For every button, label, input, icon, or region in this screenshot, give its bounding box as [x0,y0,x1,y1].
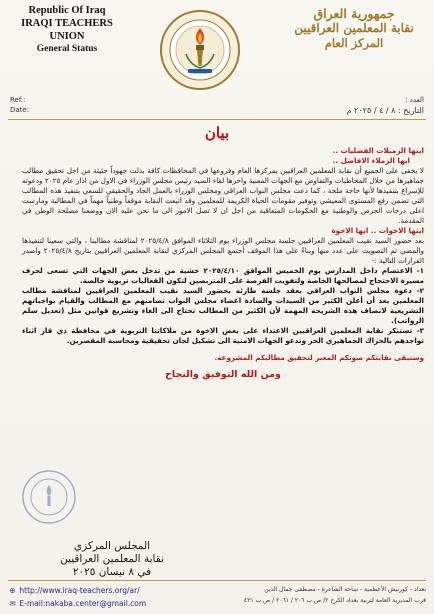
union-stamp-icon [20,468,78,526]
signature-block [52,540,172,579]
footer-website[interactable]: http://www.iraq-teachers.org/ar/ [19,586,140,595]
arabic-country: جمهورية العراق [313,6,395,21]
statement-body [22,146,424,390]
union-emblem-icon [158,8,242,92]
footer-contacts [8,584,146,610]
greeting-female: ايتها الزميلات الفضليات .. [332,146,424,155]
letterhead-status: General Status [36,44,98,54]
arabic-letterhead [280,6,428,51]
signature-date: في ٨ نيسان ٢٠٢٥ [72,566,152,578]
letterhead-country: Republic Of Iraq [28,5,106,16]
email-icon: ✉ [9,599,16,608]
arabic-center: المركز العام [324,36,384,50]
letter-footer [0,580,434,614]
globe-icon: ⊕ [9,586,16,595]
paragraph-decisions: بعد حضور السيد نقيب المعلمين العراقيين جلسة مجلس الوزراء يوم الثلاثاء الموافق ٢٠٢٥/٤/٨ لمناقشة مطالبنا ، والتي سعينا لتنفيذها والمضي ثم التصويت على عدد منها وبناءً على هذا الموقف أجتمع المجلس المركزي لنقابة المعلمين العراقيين بتاريخ ٢٠٢٥/٤/٨ واصدر القرارات التالية :- [22,236,425,265]
decision-item-2: ٢- دعوة مجلس النواب العراقي بعقد جلسة طارئة بحضور السيد نقيب المعلمين العراقيين لمناقشة مطالب المعلمين بعد أن أعلن الكثير من السيدات والسادة اعضاء مجلس النواب تضامنهم مع المطالب والقيام بواجباتهم التشريعية لانصاف هذه الشريحة المهمة لأن الكثير من المطالب تحتاج الى الغاء وتشريع قوانين مثل (تعديل سلم الرواتب). [22,286,424,325]
letterhead-union: IRAQI TEACHERS UNION [21,18,113,42]
decision-item-3: ٣- تستنكر نقابة المعلمين العراقيين الاعتداء على بعض الاخوة من ملاكاتنا التربوية في محافظة ذي قار اثناء تواجدهم بالحراك الجماهيري الحر وتدعو الجهات الامنية الى تشكيل لجان تحقيقية ومحاسبة المقصرين. [22,326,424,345]
greeting-siblings: ايتها الاخوات .. ايها الاخوة [331,226,424,235]
header-divider [0,118,434,122]
signature-union: نقابة المعلمين العراقيين [60,553,164,565]
footer-email[interactable]: E-mail:nakaba.center@gmail.com [19,599,147,608]
footer-email-row[interactable] [8,597,146,610]
footer-po-box: قرب المديرية العامة لتربية بغداد الكرخ ٢/ ص.ب ٢٠٦ / ٢٠٦١ / ص.ب ٤٢١ [243,597,426,604]
date-label: Date: [10,106,30,114]
ref-label: Ref.: [10,96,26,104]
arabic-date: التاريخ : ٨ / ٤ / ٢٠٢٥ م [346,106,424,115]
footer-address-block [206,584,426,606]
number-label: العدد : [405,96,424,104]
english-letterhead [4,4,130,56]
greeting-male: ايها الزملاء الافاضل .. [332,156,410,165]
arabic-union: نقابة المعلمين العراقيين [294,21,414,35]
footer-address: بغداد - كورنيش الأعظمية - ساحة الشاعرة - مصطفى جمال الدين [264,586,426,593]
decision-item-1: ١- الاعتصام داخل المدارس يوم الخميس الموافق ٢٠٢٥/٤/١٠ خشية من تدخل بعض الجهات التي تسعى لحرف مسيرة الاحتجاج لمصالحها الخاصة ولتفويت الفرصة على المتربصين لتكون الفعاليات تربوية خالصة. [22,266,424,285]
footer-website-row[interactable] [8,584,146,597]
closing-wish: ومن الله التوفيق والنجاح [165,369,281,381]
paragraph-intro: لا يخفى على الجميع أن نقابة المعلمين العراقيين بمركزها العام وفروعها في المحافظات كافة بذلت جهوداً حثيثة من اجل تحقيق مطالب جماهيرها من خلال المخاطبات والتفاوض مع الجهات المعنية واخرها لقاء السيد رئيس مجلس الوزراء في الاول من اذار عام ٢٠٢٥ ودعوته للإسراع بتنفيذها لأنها حاجة ملحة ، كما دعت مجلس النواب العراقي ومجلس الوزراء بالعمل الجاد والحقيقي للسعي بتنفيذ هذه المطالب التي تضمن رفع المستوى المعيشي وتوفير مقومات الحياة الكريمة للمعلمين وقد اتبعت النقابة موقفاً وطنياً مهماً في المطالبة ومارست اعلى درجات الحرص والوطنية مع الحكومات المتعاقبة من اجل ان لا تصل الامور الى ما نحن عليه الان ووضعنا مصلحة الوطن في المقدمة. [22,166,424,225]
statement-title: بيان [204,124,230,142]
signature-council: المجلس المركزي [73,540,151,552]
closing-statement: وستبقى نقابتكم صوتكم المعبر لتحقيق مطالبكم المشروعة. [214,353,424,363]
